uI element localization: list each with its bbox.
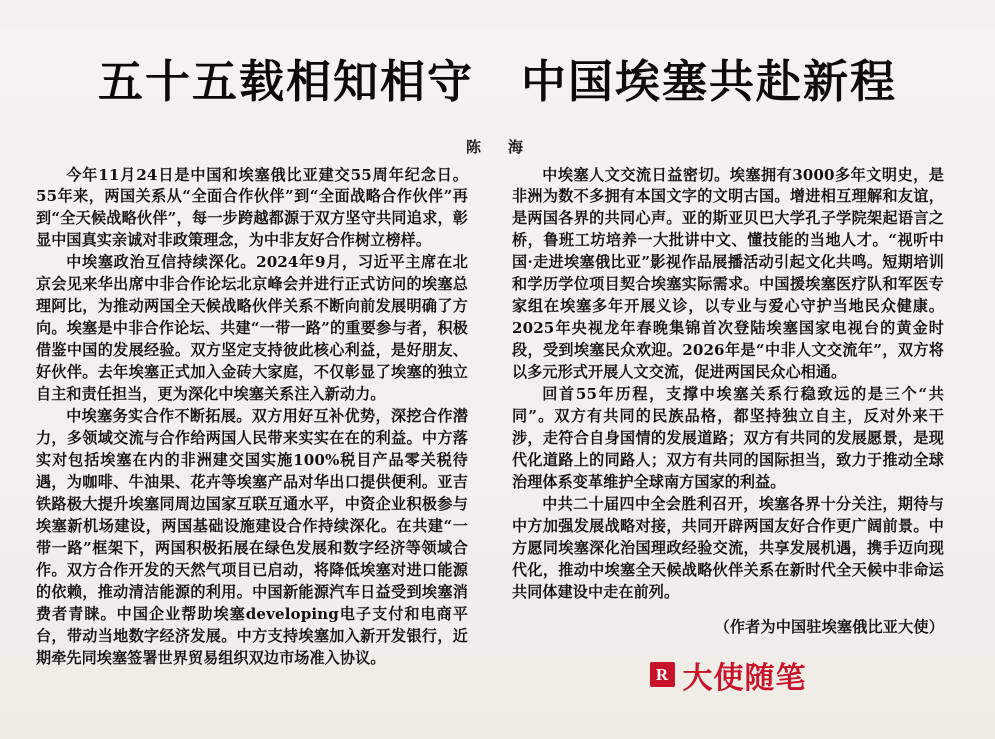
- right-column: [512, 165, 944, 697]
- author-affiliation: （作者为中国驻埃塞俄比亚大使）: [714, 617, 944, 636]
- page-title: 五十五载相知相守 中国埃塞共赴新程: [97, 55, 897, 109]
- paragraph: 中埃塞政治互信持续深化。2024年9月，习近平主席在北京会见来华出席中非合作论坛北京峰会并进行正式访问的埃塞总理阿比，为推动两国全天候战略伙伴关系不断向前发展明确了方向。埃塞是中非合作论坛、共建“一带一路”的重要参与者，积极借鉴中国的发展经验。双方坚定支持彼此核心利益，是好朋友、好伙伴。去年埃塞正式加入金砖大家庭，不仅彰显了埃塞的独立自主和责任担当，更为深化中埃塞关系注入新动力。: [36, 253, 468, 404]
- renmin-logo-icon: R: [650, 662, 675, 687]
- column-tag: [512, 653, 944, 697]
- paragraph: 中埃塞人文交流日益密切。埃塞拥有3000多年文明史，是非洲为数不多拥有本国文字的文明古国。增进相互理解和友谊，是两国各界的共同心声。亚的斯亚贝巴大学孔子学院架起语言之桥，鲁班工坊培养一大批讲中文、懂技能的当地人才。“视听中国·走进埃塞俄比亚”影视作品展播活动引起文化共鸣。短期培训和学历学位项目契合埃塞实际需求。中国援埃塞医疗队和军医专家组在埃塞多年开展义诊，以专业与爱心守护当地民众健康。2025年央视龙年春晚集锦首次登陆埃塞国家电视台的黄金时段，受到埃塞民众欢迎。2026年是“中非人文交流年”，双方将以多元形式开展人文交流，促进两国民众心相通。: [512, 165, 944, 382]
- article-columns: [36, 165, 959, 697]
- paragraph: 回首55年历程，支撑中埃塞关系行稳致远的是三个“共同”。双方有共同的民族品格，都坚持独立自主，反对外来干涉，走符合自身国情的发展道路；双方有共同的发展愿景，是现代化道路上的同路人；双方有共同的国际担当，致力于推动全球治理体系变革维护全球南方国家的利益。: [512, 385, 944, 491]
- paragraph: 今年11月24日是中国和埃塞俄比亚建交55周年纪念日。55年来，两国关系从“全面合作伙伴”到“全面战略合作伙伴”再到“全天候战略伙伴”，每一步跨越都源于双方坚守共同追求，彰显中国真实亲诚对非政策理念，为中非友好合作树立榜样。: [36, 165, 468, 250]
- article-byline: 陈 海: [465, 137, 529, 156]
- paragraph: 中埃塞务实合作不断拓展。双方用好互补优势，深挖合作潜力，多领域交流与合作给两国人民带来实实在在的利益。中方落实对包括埃塞在内的非洲建交国实施100%税目产品零关税待遇，为咖啡、牛油果、花卉等埃塞产品对华出口提供便利。亚吉铁路极大提升埃塞同周边国家互联互通水平，中资企业积极参与埃塞新机场建设，两国基础设施建设合作持续深化。在共建“一带一路”框架下，两国积极拓展在绿色发展和数字经济等领域合作。双方合作开发的天然气项目已启动，将降低埃塞对进口能源的依赖，推动清洁能源的利用。中国新能源汽车日益受到埃塞消费者青睐。中国企业帮助埃塞developing电子支付和电商平台，带动当地数字经济发展。中方支持埃塞加入新开发银行，近期牵先同埃塞签署世界贸易组织双边市场准入协议。: [36, 407, 468, 667]
- left-column: [36, 165, 468, 670]
- paragraph: 中共二十届四中全会胜利召开，埃塞各界十分关注，期待与中方加强发展战略对接，共同开辟两国友好合作更广阔前景。中方愿同埃塞深化治国理政经验交流，共享发展机遇，携手迈向现代化，推动中埃塞全天候战略伙伴关系在新时代全天候中非命运共同体建设中走在前列。: [512, 494, 944, 601]
- newspaper-page: [0, 30, 995, 739]
- column-tag-label: 大使随笔: [682, 660, 807, 696]
